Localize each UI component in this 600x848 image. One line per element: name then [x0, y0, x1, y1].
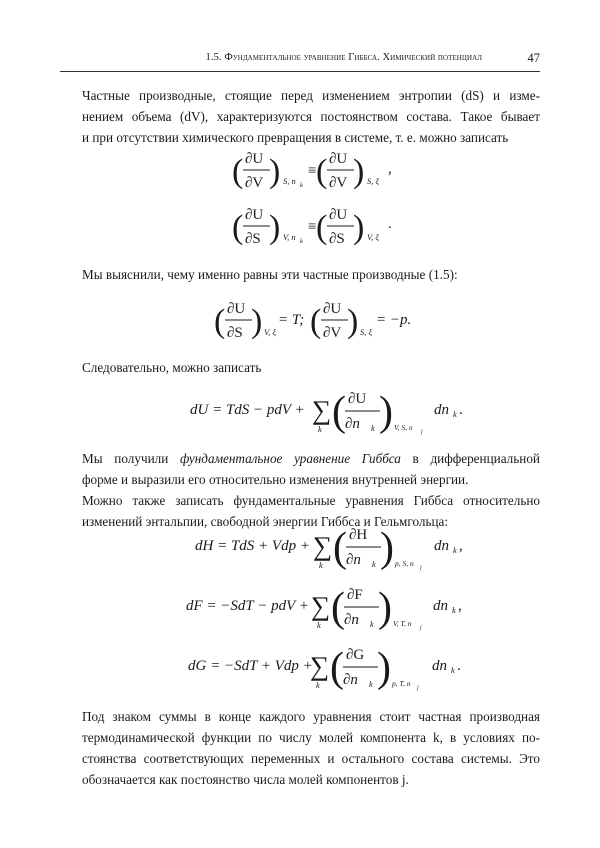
left-hand-side: dF = −SdT − pdV +: [186, 598, 309, 614]
equation-5: [193, 522, 463, 578]
numerator: ∂U: [329, 207, 348, 223]
denominator-index: k: [371, 423, 375, 433]
page-number: 47: [527, 51, 540, 65]
equation-2: [230, 202, 392, 250]
punctuation: ,: [388, 161, 392, 177]
paragraph-2: [60, 264, 540, 285]
differential: dn: [434, 402, 449, 418]
paren-left: (: [232, 153, 244, 190]
denominator-index: k: [370, 619, 374, 629]
equation-6: [184, 582, 462, 638]
differential: dn: [434, 538, 449, 554]
paragraph-4-line-1: [60, 448, 540, 469]
subscript-index: j: [420, 625, 422, 631]
subscript-index: j: [420, 565, 422, 571]
differential: dn: [433, 598, 448, 614]
emphasis-fundamental-equation: фундаментальное уравнение Гиббса: [179, 451, 401, 466]
punctuation: ,: [459, 538, 463, 554]
paren-left: (: [333, 525, 347, 571]
paren-right: ): [269, 209, 281, 246]
equation-1: [230, 146, 392, 194]
numerator: ∂U: [245, 151, 264, 167]
paragraph-6-line-2: термодинамической функции по числу молей компонента k, в условиях по-: [82, 730, 540, 745]
subscript-left: V, n: [283, 232, 296, 242]
subscript: V, T, n: [393, 619, 412, 628]
subscript-right: S, ξ: [367, 176, 380, 186]
equation-4: [188, 386, 463, 442]
paren-left: (: [232, 209, 244, 246]
punctuation: .: [459, 402, 463, 418]
numerator: ∂G: [346, 647, 365, 663]
sum-index: k: [318, 424, 322, 434]
subscript-index: j: [417, 685, 419, 691]
identity-sign: ≡: [308, 163, 317, 179]
equation-7: [186, 642, 461, 698]
sum-index: k: [316, 680, 320, 690]
paragraph-4: [60, 448, 540, 490]
subscript-right: V, ξ: [367, 232, 379, 242]
numerator: ∂H: [349, 527, 368, 543]
punctuation: ,: [458, 598, 462, 614]
punctuation: .: [388, 216, 392, 232]
header-rule: [60, 71, 540, 72]
sum-index: k: [319, 560, 323, 570]
paragraph-1-line-3: и при отсутствии химического превращения в системе, т. е. можно записать: [82, 130, 509, 145]
paragraph-6-line-1: Под знаком суммы в конце каждого уравнения стоит частная производная: [82, 709, 540, 724]
denominator-index: k: [372, 559, 376, 569]
subscript: S, ξ: [360, 327, 373, 337]
paragraph-1: [60, 85, 540, 148]
paragraph-5-line-2: изменений энтальпии, свободной энергии Гиббса и Гельмгольца:: [82, 514, 449, 529]
denominator: ∂S: [227, 325, 243, 341]
right-hand-side: = T;: [278, 312, 305, 328]
numerator: ∂U: [323, 301, 342, 317]
paragraph-2-text: Мы выяснили, чему именно равны эти частные производные (1.5):: [82, 267, 458, 282]
identity-sign: ≡: [308, 219, 317, 235]
paren-left: (: [332, 389, 346, 435]
paragraph-4-line-2: форме и выразили его относительно изменения внутренней энергии.: [82, 472, 469, 487]
paren-right: ): [251, 303, 263, 340]
subscript-left-k: k: [300, 238, 303, 245]
sum-symbol: ∑: [310, 651, 330, 681]
sum-index: k: [317, 620, 321, 630]
paragraph-4-lead: Мы получили: [82, 451, 180, 466]
paragraph-1-line-1: Частные производные, стоящие перед изменением энтропии (dS) и изме-: [82, 88, 540, 103]
paragraph-3: [60, 357, 540, 378]
paren-right: ): [379, 389, 393, 435]
equation-3: [212, 296, 412, 344]
left-hand-side: dU = TdS − pdV +: [190, 402, 305, 418]
numerator: ∂U: [329, 151, 348, 167]
subscript: V, ξ: [264, 327, 276, 337]
running-header: [60, 52, 540, 70]
paren-left: (: [330, 645, 344, 691]
paren-right: ): [380, 525, 394, 571]
paragraph-1-line-2: нением объема (dV), характеризуются постоянством состава. Такое бывает: [82, 109, 540, 124]
paren-right: ): [353, 153, 365, 190]
paragraph-5-line-1: Можно также записать фундаментальные уравнения Гиббса относительно: [82, 493, 540, 508]
numerator: ∂U: [245, 207, 264, 223]
running-header-title: 1.5. Фундаментальное уравнение Гиббса. Химический потенциал: [205, 52, 482, 63]
denominator: ∂n: [344, 612, 359, 628]
denominator: ∂V: [329, 175, 348, 191]
differential-index: k: [453, 409, 457, 419]
paragraph-6: [60, 706, 540, 790]
paren-left: (: [331, 585, 345, 631]
paragraph-6-line-4: обозначается как постоянство числа молей компонентов j.: [82, 772, 409, 787]
paren-right: ): [377, 645, 391, 691]
denominator: ∂n: [345, 416, 360, 432]
denominator: ∂V: [323, 325, 342, 341]
denominator: ∂n: [346, 552, 361, 568]
subscript: p, S, n: [395, 559, 414, 568]
right-hand-side: = −p.: [376, 312, 412, 328]
paren-left: (: [310, 303, 322, 340]
left-hand-side: dG = −SdT + Vdp +: [188, 658, 313, 674]
subscript-left: S, n: [283, 176, 296, 186]
subscript-left-k: k: [300, 182, 303, 189]
denominator-index: k: [369, 679, 373, 689]
differential: dn: [432, 658, 447, 674]
paren-left: (: [316, 209, 328, 246]
paragraph-6-line-3: стоянства соответствующих переменных и остального состава системы. Это: [82, 751, 540, 766]
paren-right: ): [353, 209, 365, 246]
paren-right: ): [378, 585, 392, 631]
denominator: ∂S: [245, 231, 261, 247]
differential-index: k: [451, 665, 455, 675]
numerator: ∂U: [227, 301, 246, 317]
denominator: ∂n: [343, 672, 358, 688]
paragraph-3-text: Следовательно, можно записать: [82, 360, 262, 375]
sum-symbol: ∑: [312, 395, 332, 425]
subscript: V, S, n: [394, 423, 413, 432]
differential-index: k: [452, 605, 456, 615]
numerator: ∂F: [347, 587, 363, 603]
sum-symbol: ∑: [311, 591, 331, 621]
paren-right: ): [269, 153, 281, 190]
denominator: ∂V: [245, 175, 264, 191]
sum-symbol: ∑: [313, 531, 333, 561]
subscript: p, T, n: [392, 679, 411, 688]
left-hand-side: dH = TdS + Vdp +: [195, 538, 310, 554]
denominator: ∂S: [329, 231, 345, 247]
numerator: ∂U: [348, 391, 367, 407]
punctuation: .: [457, 658, 461, 674]
paragraph-4-after: в дифференциальной: [400, 451, 540, 466]
paren-left: (: [316, 153, 328, 190]
differential-index: k: [453, 545, 457, 555]
paren-right: ): [347, 303, 359, 340]
subscript-index: j: [421, 429, 423, 435]
paren-left: (: [214, 303, 226, 340]
